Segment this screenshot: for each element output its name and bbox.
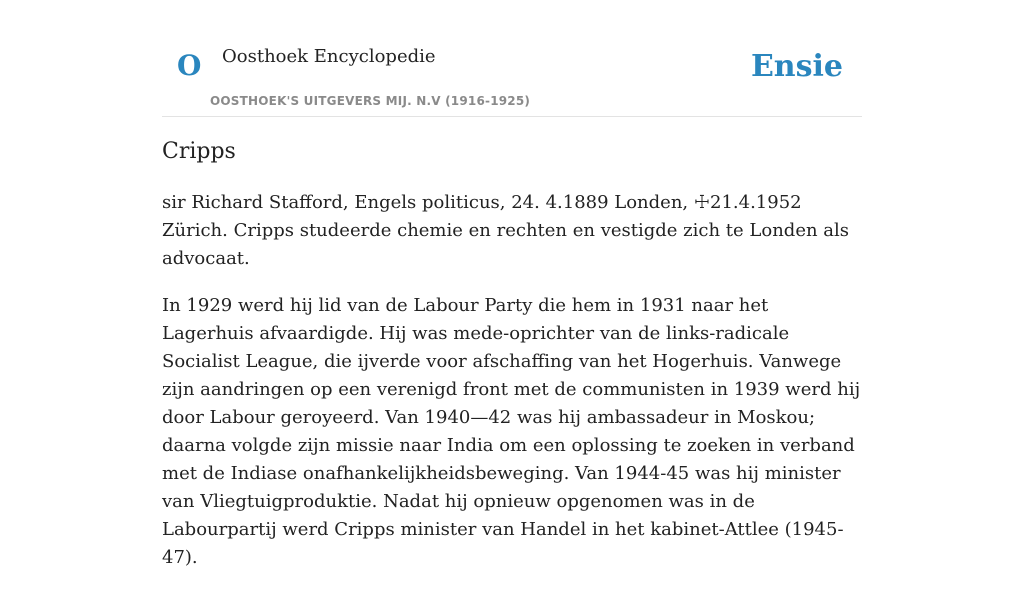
source-title-link[interactable]: Oosthoek Encyclopedie (222, 46, 436, 67)
source-logo[interactable]: O (177, 49, 202, 82)
brand-logo-link[interactable]: Ensie (750, 49, 843, 84)
article (162, 138, 862, 591)
source-subtitle: OOSTHOEK'S UITGEVERS MIJ. N.V (1916-1925) (210, 94, 531, 108)
source-header (162, 0, 862, 117)
article-paragraph: In 1929 werd hij lid van de Labour Party die hem in 1931 naar het Lagerhuis afvaardigde. Hij was mede-oprichter van de links-radicale Socialist League, die ijverde voor afschaffing van het Hogerhuis. Vanwege zijn aandringen op een verenigd front met de communisten in 1939 werd hij door Labour geroyeerd. Van 1940—42 was hij ambassadeur in Moskou; daarna volgde zijn missie naar India om een oplossing te zoeken in verband met de Indiase onafhankelijkheidsbeweging. Van 1944-45 was hij minister van Vliegtuigproduktie. Nadat hij opnieuw opgenomen was in de Labourpartij werd Cripps minister van Handel in het kabinet-Attlee (1945-47). (162, 294, 861, 568)
article-paragraph: sir Richard Stafford, Engels politicus, 24. 4.1889 Londen, ☩21.4.1952 Zürich. Cripps studeerde chemie en rechten en vestigde zich te Londen als advocaat. (162, 191, 850, 269)
article-title: Cripps (162, 139, 236, 164)
